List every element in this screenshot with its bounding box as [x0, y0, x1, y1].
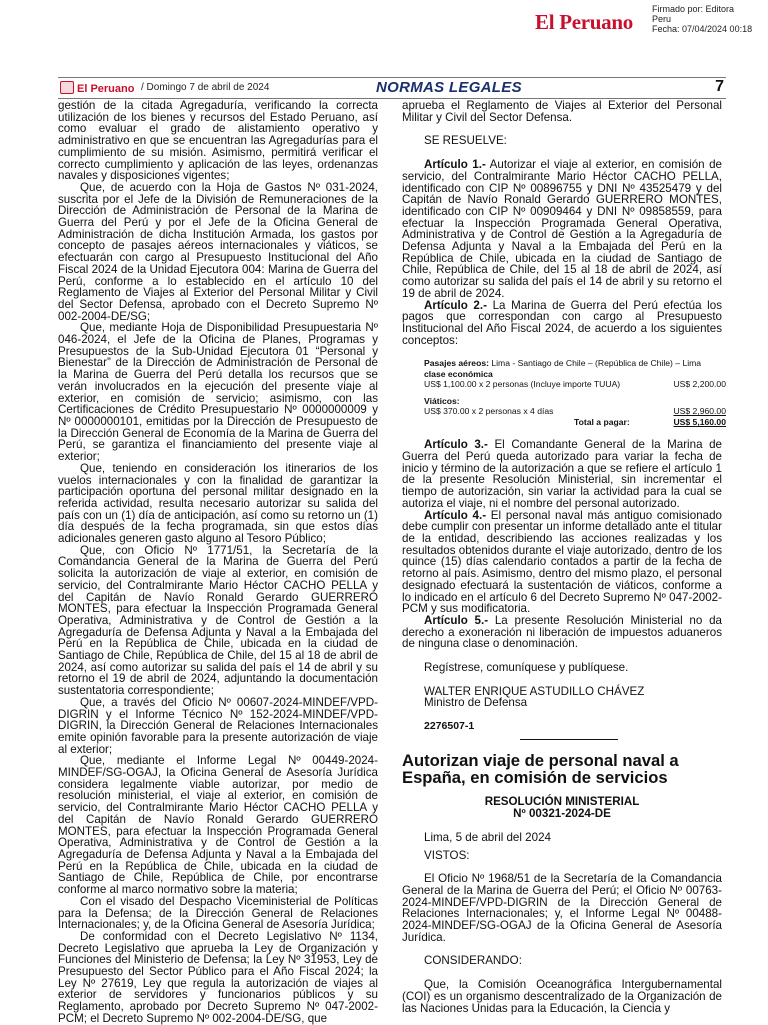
- pasajes-route: Lima - Santiago de Chile – (República de Chile) – Lima: [488, 358, 702, 369]
- article-label: Artículo 2.-: [424, 298, 487, 312]
- resolution-number: Nº 00321-2024-DE: [513, 806, 611, 820]
- resolution-title: RESOLUCIÓN MINISTERIAL: [484, 794, 640, 808]
- article-text: El personal naval más antiguo comisionado debe cumplir con presentar un informe detallado ante el titular de la entidad, describiendo las acciones realizadas y los resultados obtenidos durante el viaje autorizado, dentro de los quince (15) días calendario contados a partir de la fecha de retorno al país. Asimismo, dentro del mismo plazo, el personal designado efectuará la sustentación de viáticos, conforme a lo indicado en el artículo 6 del Decreto Supremo Nº 047-2002-PCM y sus modificatoria.: [402, 508, 722, 616]
- article-label: Artículo 1.-: [424, 158, 486, 172]
- article-5: [402, 615, 722, 650]
- paragraph: De conformidad con el Decreto Legislativo Nº 1134, Decreto Legislativo que aprueba la Ley de Organización y Funciones del Ministerio de Defensa; la Ley Nº 31953, Ley de Presupuesto del Sector Público para el Año Fiscal 2024; la Ley Nº 27619, Ley que regula la autorización de viajes al exterior de servidores y funcionarios públicos y su Reglamento, aprobado por Decreto Supremo Nº 047-2002-PCM; el Decreto Supremo Nº 002-2004-DE/SG, que: [58, 929, 378, 1025]
- closing-formula: Regístrese, comuníquese y publíquese.: [424, 661, 629, 675]
- paragraph: Con el visado del Despacho Viceministerial de Políticas para la Defensa; de la Dirección General de Relaciones Internacionales; y, de la Oficina General de Asesoría Jurídica;: [58, 894, 378, 932]
- article-headline: Autorizan viaje de personal naval a España, en comisión de servicios: [402, 750, 679, 787]
- el-peruano-logo: El Peruano: [535, 10, 633, 34]
- top-strip: [0, 0, 768, 58]
- page-number: 7: [715, 78, 724, 95]
- se-resuelve: SE RESUELVE:: [424, 134, 507, 148]
- article-text: La Marina de Guerra del Perú efectúa los pagos que correspondan con cargo al Presupuesto Institucional del Año Fiscal 2024, de acuerdo a los siguientes conceptos:: [402, 298, 722, 347]
- article-3: [402, 439, 722, 509]
- total-row: [424, 417, 726, 428]
- header-logo: [60, 81, 134, 95]
- article-label: Artículo 4.-: [424, 508, 487, 522]
- paragraph: Que, a través del Oficio Nº 00607-2024-MINDEF/VPD-DIGRIN y el Informe Técnico Nº 152-2024-MINDEF/VPD-DIGRIN, la Dirección General de Relaciones Internacionales emite opinión favorable para la presente autorización de viaje al exterior;: [58, 695, 378, 756]
- paragraph: Que, teniendo en consideración los itinerarios de los vuelos internacionales y con la finalidad de garantizar la participación oportuna del personal militar designado en la referida actividad, resulta necesario autorizar su salida del país con un (1) día de anticipación, así como su retorno un (1) día después de la fecha programada, sin que estos días adicionales generen gasto alguno al Tesoro Público;: [58, 461, 378, 546]
- signature-line: Peru: [652, 14, 672, 24]
- paragraph: Que, de acuerdo con la Hoja de Gastos Nº 031-2024, suscrita por el Jefe de la División de Remuneraciones de la Dirección de Administración de Personal de la Marina de Guerra del Perú y por el Jefe de la Oficina General de Administración de dicha Institución Armada, los gastos por concepto de pasajes aéreos internacionales y viáticos, se efectuarán con cargo al Presupuesto Institucional del Año Fiscal 2024 de la Unidad Ejecutora 004: Marina de Guerra del Perú, conforme a lo establecido en el artículo 10 del Reglamento de Viajes al Exterior del Personal Militar y Civil del Sector Defensa, aprobado con el Decreto Supremo Nº 002-2004-DE/SG;: [58, 180, 378, 323]
- article-1: [402, 159, 722, 299]
- article-text: Autorizar el viaje al exterior, en comisión de servicio, del Contralmirante Mario Héctor CACHO PELLA, identificado con CIP Nº 00896755 y DNI Nº 43525479 y del Capitán de Navío Ronald Gerardo GUERRERO MONTES, identificado con CIP Nº 00909464 y DNI Nº 09858559, para efectuar la Inspección Programada General Operativa, Administrativa y de Control de Gestión a la Agregaduría de Defensa Adjunta y Naval a la Embajada del Perú en la República de Chile, ubicada en la ciudad de Santiago de Chile, República de Chile, del 15 al 18 de abril de 2024, así como autorizar su salida del país el 14 de abril y su retorno el 19 de abril de 2024.: [402, 158, 722, 300]
- document-number: 2276507-1: [424, 720, 475, 733]
- expense-row: [424, 379, 726, 390]
- pasajes-row: [424, 358, 726, 369]
- separator-rule: [520, 739, 618, 740]
- clase-label: clase económica: [424, 368, 493, 379]
- article-label: Artículo 3.-: [424, 438, 488, 452]
- right-column: [402, 99, 726, 1015]
- vistos-heading: VISTOS:: [424, 848, 470, 862]
- article-text: El Comandante General de la Marina de Guerra del Perú queda autorizado para variar la fecha de inicio y término de la autorización a que se refiere el artículo 1 de la presente Resolución Ministerial, sin incrementar el tiempo de autorización, sin variar la actividad para la cual se autoriza el viaje, ni el nombre del personal autorizado.: [402, 438, 722, 510]
- paragraph: Que, con Oficio Nº 1771/51, la Secretaría de la Comandancia General de la Marina de Guerra del Perú solicita la autorización de viaje al exterior, en comisión de servicio, del Contralmirante Mario Héctor CACHO PELLA y del Capitán de Navío Ronald Gerardo GUERRERO MONTES, para efectuar la Inspección Programada General Operativa, Administrativa y de Control de Gestión a la Agregaduría de Defensa Adjunta y Naval a la Embajada del Perú en la República de Chile, ubicada en la ciudad de Santiago de Chile, República de Chile, del 15 al 18 de abril de 2024, así como autorizar su salida del país el 14 de abril y su retorno el 19 de abril de 2024, adjuntando la documentación sustentatoria correspondiente;: [58, 543, 378, 698]
- page-header: [58, 77, 726, 99]
- paragraph: aprueba el Reglamento de Viajes al Exterior del Personal Militar y Civil del Sector Defensa.: [402, 99, 722, 124]
- total-amount: US$ 5,160.00: [673, 416, 726, 427]
- signature-line: Fecha: 07/04/2024 00:18: [652, 24, 753, 34]
- pasajes-label: Pasajes aéreos:: [424, 358, 489, 369]
- article-text: La presente Resolución Ministerial no da derecho a exoneración ni liberación de impuestos aduaneros de ninguna clase o denominación.: [402, 613, 722, 651]
- considerando-heading: CONSIDERANDO:: [424, 954, 522, 968]
- signature-line: Firmado por: Editora: [652, 4, 735, 14]
- paragraph: El Oficio Nº 1968/51 de la Secretaría de la Comandancia General de la Marina de Guerra del Perú; el Oficio Nº 00763-2024-MINDEF/VPD-DIGRIN de la Dirección General de Relaciones Internacionales; y, el Informe Legal Nº 00488-2024-MINDEF/SG-OGAJ de la Oficina General de Asesoría Jurídica.: [402, 872, 722, 944]
- digital-signature: [652, 4, 752, 34]
- article-label: Artículo 5.-: [424, 613, 489, 627]
- article-2: [402, 300, 722, 347]
- signer-title: Ministro de Defensa: [424, 696, 528, 710]
- article-4: [402, 510, 722, 615]
- expense-desc: US$ 1,100.00 x 2 personas (Incluye importe TUUA): [424, 379, 621, 390]
- paragraph: gestión de la citada Agregaduría, verificando la correcta utilización de los bienes y recursos del Estado Peruano, así como evaluar el grado de alistamiento operativo y administrativo en que se encuentran las Agregadurías para el cumplimiento de su misión. Asimismo, permitirá verificar el correcto cumplimiento y aplicación de las leyes, ordenanzas navales y disposiciones vigentes;: [58, 99, 378, 183]
- header-logo-text: El Peruano: [77, 83, 135, 95]
- header-date: / Domingo 7 de abril de 2024: [141, 82, 270, 93]
- expense-amount: US$ 2,960.00: [673, 406, 726, 417]
- signer-name: WALTER ENRIQUE ASTUDILLO CHÁVEZ: [424, 684, 645, 698]
- total-label: Total a pagar:: [574, 416, 630, 427]
- left-column: [58, 100, 378, 1025]
- expense-amount: US$ 2,200.00: [673, 379, 726, 390]
- paragraph: Que, mediante Hoja de Disponibilidad Presupuestaria Nº 046-2024, el Jefe de la Oficina de Planes, Programas y Presupuestos de la Sub-Unidad Ejecutora 01 “Personal y Bienestar” de la Dirección de Administración de Personal de la Marina de Guerra del Perú detalla los recursos que se verán involucrados en la ejecución del presente viaje al exterior, en comisión de servicio; asimismo, con las Certificaciones de Crédito Presupuestario Nº 0000000009 y Nº 0000000101, emitidas por la Dirección de Presupuesto de la Dirección General de Economía de la Marina de Guerra del Perú, se garantiza el financiamiento del presente viaje al exterior;: [58, 321, 378, 464]
- expense-table: [424, 358, 726, 427]
- viaticos-label: Viáticos:: [424, 395, 460, 406]
- paragraph: Que, la Comisión Oceanográfica Intergubernamental (COI) es un organismo descentralizado de la Organización de las Naciones Unidas para la Educación, la Ciencia y: [402, 978, 722, 1015]
- paragraph: Que, mediante el Informe Legal Nº 00449-2024-MINDEF/SG-OGAJ, la Oficina General de Asesoría Jurídica considera legalmente viable autorizar, por medio de resolución ministerial, el viaje al exterior, en comisión de servicio, del Contralmirante Mario Héctor CACHO PELLA y del Capitán de Navío Ronald Gerardo GUERRERO MONTES, para efectuar la Inspección Programada General Operativa, Administrativa y de Control de Gestión a la Agregaduría de Defensa Adjunta y Naval a la Embajada del Perú en la República de Chile, ubicada en la ciudad de Santiago de Chile, República de Chile, por encontrarse conforme al marco normativo sobre la materia;: [58, 754, 378, 897]
- expense-row: [424, 406, 726, 417]
- place-date: Lima, 5 de abril del 2024: [424, 830, 551, 844]
- coat-of-arms-icon: [60, 81, 74, 94]
- section-title: NORMAS LEGALES: [376, 79, 522, 96]
- expense-desc: US$ 370.00 x 2 personas x 4 días: [424, 406, 554, 417]
